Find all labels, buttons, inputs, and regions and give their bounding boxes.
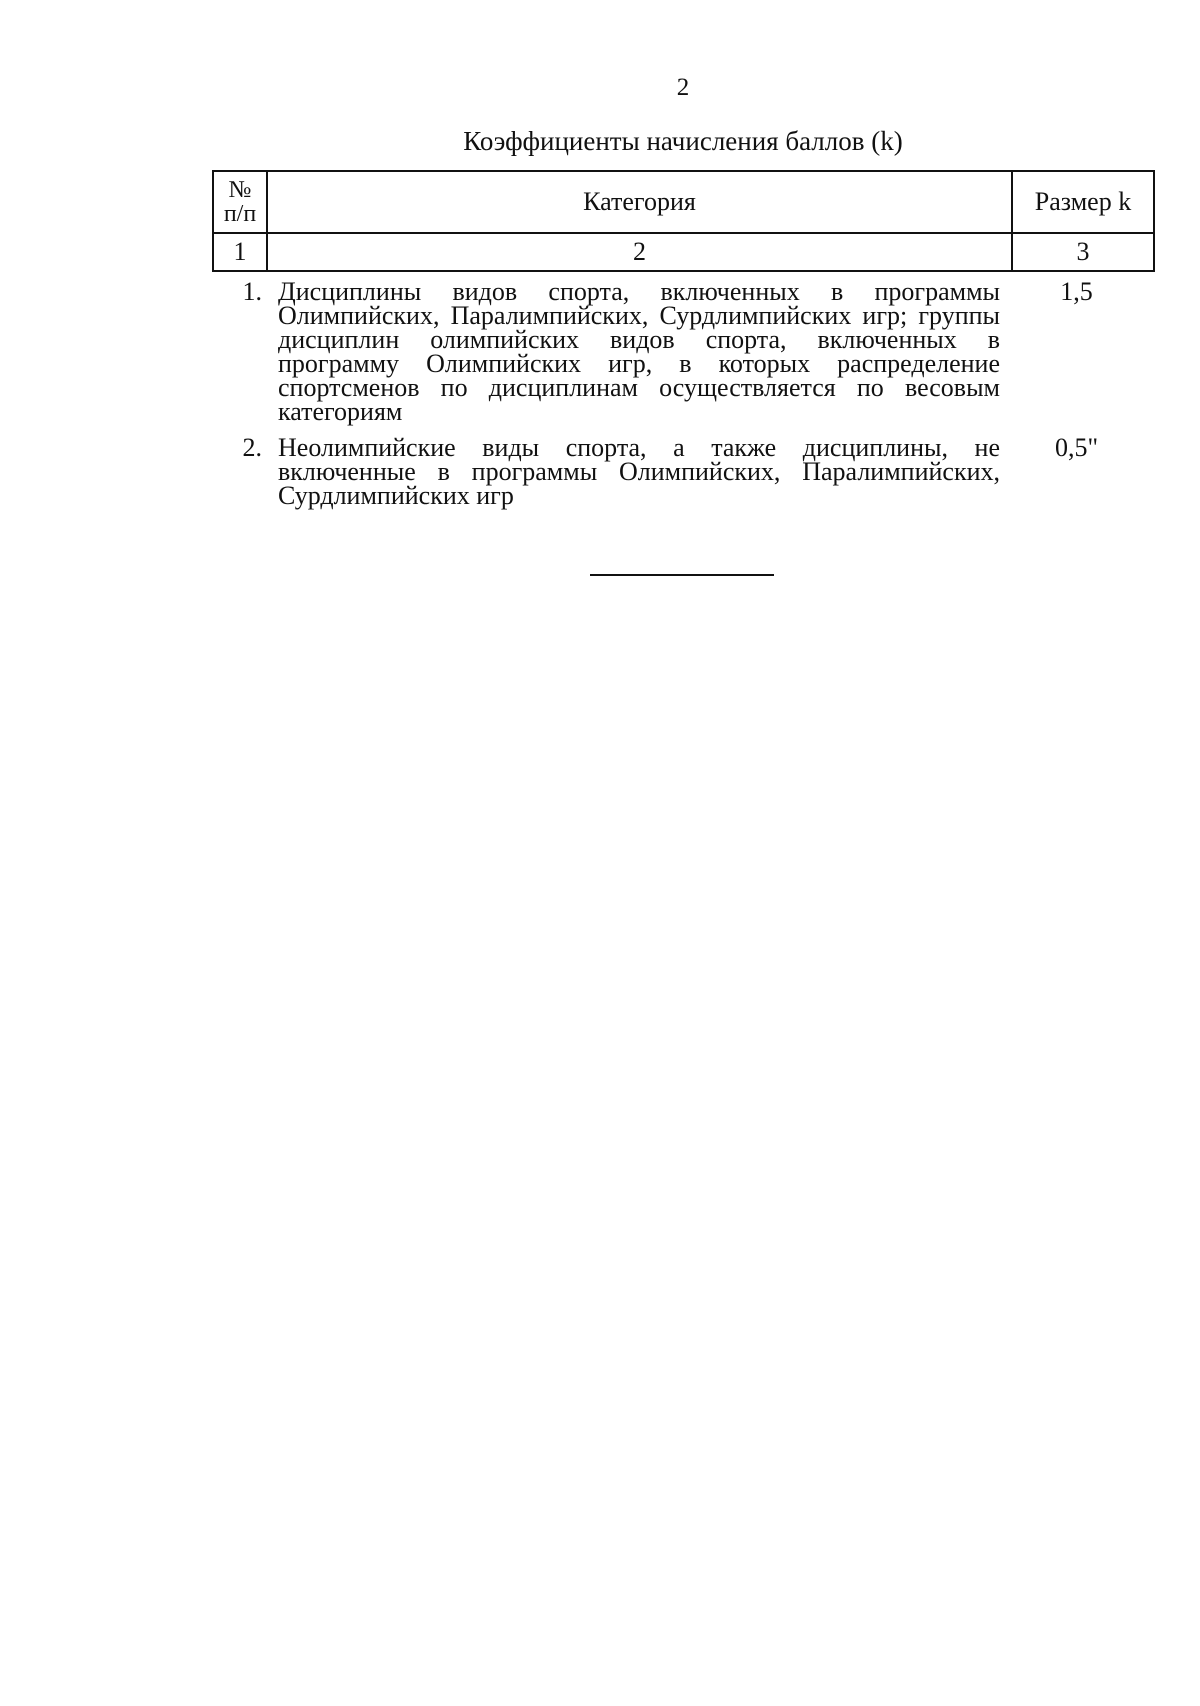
row-number: 2. bbox=[242, 433, 262, 462]
coefficients-table-body bbox=[212, 277, 1153, 520]
table-header-row bbox=[213, 171, 1154, 233]
end-of-document-rule bbox=[590, 574, 774, 576]
page-number: 2 bbox=[676, 74, 690, 101]
row-category: Неолимпийские виды спорта, а также дисциплины, не включенные в программы Олимпийских, Паралимпийских, Сурдлимпийских игр bbox=[278, 433, 1000, 510]
row-number: 1. bbox=[242, 277, 262, 306]
row-coefficient: 1,5 bbox=[1060, 277, 1093, 306]
header-number-cell bbox=[213, 171, 267, 233]
coefficients-table-header bbox=[212, 170, 1155, 272]
header-number-symbol: № bbox=[228, 177, 252, 203]
header-category-cell: Категория bbox=[267, 171, 1012, 233]
column-number-3: 3 bbox=[1012, 233, 1154, 271]
table-row bbox=[212, 277, 1153, 426]
table-row bbox=[212, 433, 1153, 510]
header-size-cell: Размер k bbox=[1012, 171, 1154, 233]
column-number-2: 2 bbox=[267, 233, 1012, 271]
header-number-abbrev: п/п bbox=[223, 201, 257, 227]
column-numbers-row bbox=[213, 233, 1154, 271]
column-number-1: 1 bbox=[213, 233, 267, 271]
row-coefficient: 0,5" bbox=[1054, 433, 1099, 462]
document-title: Коэффициенты начисления баллов (k) bbox=[463, 126, 903, 156]
row-category: Дисциплины видов спорта, включенных в программы Олимпийских, Паралимпийских, Сурдлимпийских игр; группы дисциплин олимпийских видов спорта, включенных в программу Олимпийских игр, в которых распределение спортсменов по дисциплинам осуществляется по весовым категориям bbox=[278, 277, 1000, 426]
